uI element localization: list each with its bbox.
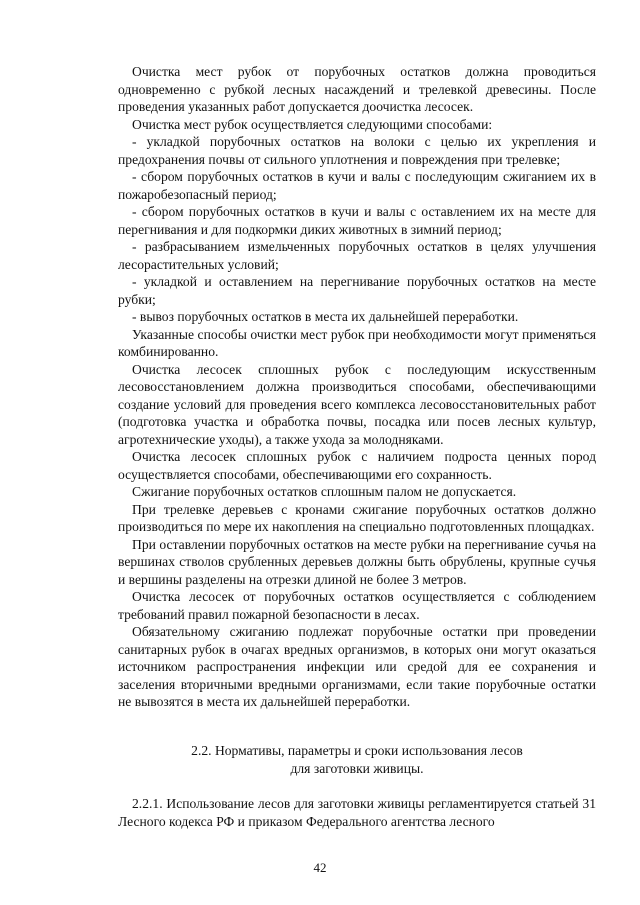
paragraph: Сжигание порубочных остатков сплошным палом не допускается. bbox=[132, 484, 517, 499]
section-heading bbox=[118, 742, 596, 777]
body-text bbox=[118, 63, 596, 711]
paragraph: Указанные способы очистки мест рубок при необходимости могут применяться комбинированно. bbox=[118, 326, 596, 359]
list-item: - разбрасыванием измельченных порубочных остатков в целях улучшения лесорастительных условий; bbox=[118, 239, 596, 272]
paragraph: Очистка мест рубок осуществляется следующими способами: bbox=[132, 116, 493, 132]
paragraph: Очистка лесосек от порубочных остатков осуществляется с соблюдением требований правил пожарной безопасности в лесах. bbox=[118, 589, 596, 622]
paragraph: При оставлении порубочных остатков на месте рубки на перегнивание сучья на вершинах стволов срубленных деревьев должны быть обрублены, крупные сучья и вершины разделены на отрезки длиной не более 3 метров. bbox=[118, 536, 596, 587]
paragraph: Обязательному сжиганию подлежат порубочные остатки при проведении санитарных рубок в очагах вредных организмов, в которых они могут оказаться источником распространения инфекции или средой для ее сохранения и заселения вторичными вредными организмами, если такие порубочные остатки не вывозятся в места их дальнейшей переработки. bbox=[118, 624, 596, 709]
heading-line: для заготовки живицы. bbox=[290, 760, 424, 776]
list-item: - сбором порубочных остатков в кучи и валы с оставлением их на месте для перегнивания и для подкормки диких животных в зимний период; bbox=[118, 204, 596, 237]
paragraph: 2.2.1. Использование лесов для заготовки живицы регламентируется статьей 31 Лесного кодекса РФ и приказом Федерального агентства лесного bbox=[118, 796, 596, 829]
heading-line: 2.2. Нормативы, параметры и сроки использования лесов bbox=[191, 743, 523, 758]
list-item: - вывоз порубочных остатков в места их дальнейшей переработки. bbox=[132, 309, 519, 324]
paragraph: Очистка лесосек сплошных рубок с наличием подроста ценных пород осуществляется способами, обеспечивающими его сохранность. bbox=[118, 449, 596, 482]
page-number: 42 bbox=[313, 860, 327, 875]
section-text bbox=[118, 795, 596, 830]
list-item: - укладкой порубочных остатков на волоки с целью их укрепления и предохранения почвы от сильного уплотнения и повреждения при трелевке; bbox=[118, 134, 596, 167]
list-item: - сбором порубочных остатков в кучи и валы с последующим сжиганием их в пожаробезопасный период; bbox=[118, 169, 596, 202]
paragraph: При трелевке деревьев с кронами сжигание порубочных остатков должно производиться по мере их накопления на специально подготовленных площадках. bbox=[118, 501, 596, 534]
paragraph: Очистка лесосек сплошных рубок с последующим искусственным лесовосстановлением должна производиться способами, обеспечивающими создание условий для проведения всего комплекса лесовосстановительных работ (подготовка участка и обработка почвы, посадка или посев лесных культур, агротехнические уходы), а также ухода за молодняками. bbox=[118, 361, 596, 447]
paragraph: Очистка мест рубок от порубочных остатков должна проводиться одновременно с рубкой лесных насаждений и трелевкой древесины. После проведения указанных работ допускается доочистка лесосек. bbox=[118, 64, 596, 114]
list-item: - укладкой и оставлением на перегнивание порубочных остатков на месте рубки; bbox=[118, 274, 596, 307]
